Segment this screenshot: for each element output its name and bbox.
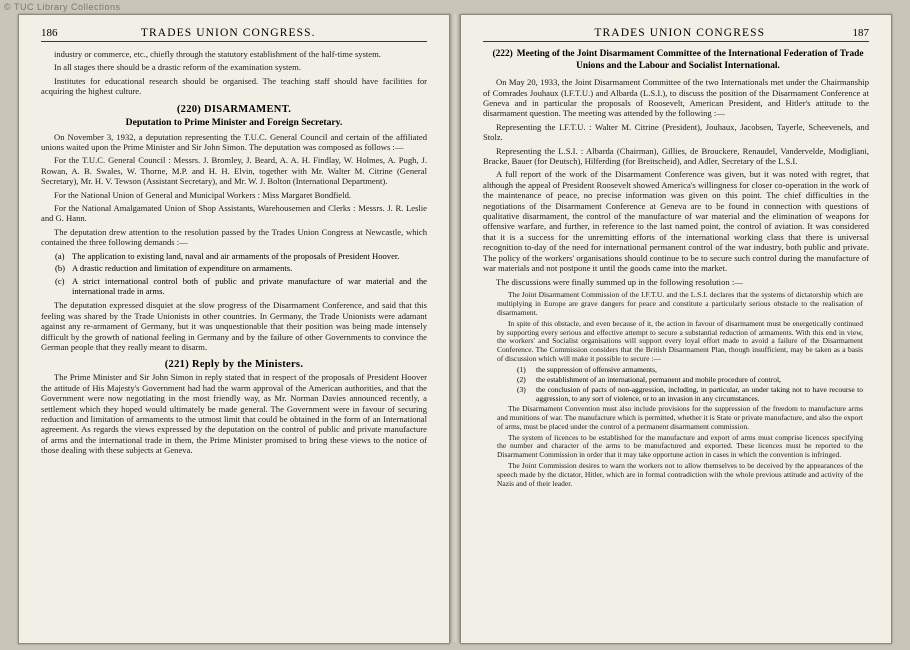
left-running-head (41, 27, 427, 39)
resolution-quote (483, 291, 869, 489)
section-222-number: (222) (492, 49, 513, 59)
resolution-item (497, 386, 863, 404)
list-marker: (a) (55, 250, 65, 261)
paragraph: The deputation drew attention to the resolution passed by the Trades Union Congress at Newcastle, which contained the three following demands :— (41, 226, 427, 248)
delegation-naus: For the National Amalgamated Union of Shop Assistants, Warehousemen and Clerks : Messrs. J. R. Leslie and G. Hann. (41, 203, 427, 224)
paragraph: The deputation expressed disquiet at the slow progress of the Disarmament Conference, and said that this feeling was shared by the Trade Unionists in other countries. In Germany, the Trade Unionists were adamant against any re-armament of Germany, but it was unquestionable that their position was being made intensely difficult by the growth of national feeling in Germany and by the failure of other Governments to convince the German people that they really meant to disarm. (41, 300, 427, 352)
list-text: the conclusion of pacts of non-aggression, including, in particular, an under taking not to have recourse to aggression, to any sort of violence, or to an invasion in any circumstances. (536, 384, 863, 403)
paragraph: On May 20, 1933, the Joint Disarmament Committee of the two Internationals met under the Chairmanship of Comrades Jouhaux (I.F.T.U.) and Albarda (L.S.I.), to discuss the position of the Disarmament Conference at Geneva and in particular the proposals of Roosevelt, American President, and Hitler's attitude to the disarmament question. The meeting was attended by the following :— (483, 77, 869, 119)
resolution-paragraph: The Disarmament Convention must also include provisions for the suppression of the freedom to manufacture arms and munitions of war. The manufacture which is permitted, whether it is State or private manufacture, and also the export of arms, must be placed under the control of a permanent disarmament commission. (497, 403, 863, 431)
section-220-title: DISARMAMENT. (204, 103, 292, 115)
resolution-item (497, 366, 863, 375)
list-marker: (b) (55, 263, 66, 274)
right-page (460, 14, 892, 644)
section-220-subtitle: Deputation to Prime Minister and Foreign Secretary. (125, 116, 343, 128)
list-text: A drastic reduction and limitation of expenditure on armaments. (72, 263, 293, 274)
list-text: The application to existing land, naval and air armaments of the proposals of President Hoover. (72, 250, 400, 261)
list-text: A strict international control both of public and private manufacture of war material and the international trade in arms. (72, 275, 427, 296)
paragraph: The Prime Minister and Sir John Simon in reply stated that in respect of the proposals of President Hoover the attitude of His Majesty's Government had had the warm approval of the American authorities, and that the Government were now negotiating in the most friendly way, as Mr. Norman Davies announced recently, a settlement which they hoped would ultimately be made general. The Government were in favour of securing reduction and limitation of armaments to the utmost limit that could be obtained in the form of an International agreement. As regards the views expressed by the deputation on the control of public and private manufacture of arms and the international trade in them, the Prime Minister promised to bring these views to the notice of those dealing with these subjects at Geneva. (41, 372, 427, 456)
representation-lsi: Representing the L.S.I. : Albarda (Chairman), Gillies, de Brouckere, Renaudel, Vandervelde, Modigliani, Bracke, Bauer (for Deutsch), Hilferding (for Breitscheid), and Adler, Secretary of the L.S.I. (483, 145, 869, 167)
resolution-item (497, 376, 863, 385)
paragraph: Institutes for educational research should be organised. The teaching staff should have facilities for acquiring the highest culture. (41, 75, 427, 97)
right-head-rule (483, 41, 869, 42)
paragraph: On November 3, 1932, a deputation representing the T.U.C. General Council and certain of the affiliated unions waited upon the Prime Minister and Sir John Simon. The deputation was composed as follows :— (41, 131, 427, 153)
paragraph: A full report of the work of the Disarmament Conference was given, but it was noted with regret, that although the appeal of President Roosevelt showed America's willingness for closer co-operation in the work of the maintenance of peace, no precise information was given on this point. The chief difficulties in the negotiations of the Disarmament Conference at Geneva are to be found in connection with questions of qualitative disarmament, the control of the manufacture of war material and the elimination of weapons for offensive warfare, and further, in reference to the last named point, the control of aviation. It was considered that it is a success for the unremitting efforts of the international working class that there is universal recognition to-day of the need for international permanent control of the war industry, both public and private. The policy of the workers' organisations should continue to be to secure such control during the manufacture of war materials and not postpone it until the goods came into the market. (483, 169, 869, 274)
section-221-number: (221) (164, 359, 189, 371)
resolution-paragraph: The Joint Disarmament Commission of the I.F.T.U. and the L.S.I. declares that the systems of dictatorship which are multiplying in Europe are grave dangers for peace and constitute a particularly serious obstacle to the realisation of disarmament. (497, 289, 863, 317)
list-marker: (1) (517, 365, 526, 375)
section-220-heading (41, 104, 427, 115)
resolution-paragraph: In spite of this obstacle, and even because of it, the action in favour of disarmament must be energetically continued by supporting every serious and effective attempt to secure a substantial reduction of armaments. With this end in view, the workers' and Socialist organisations will support every loyal effort made to avoid a failure of the Disarmament Conference. The Commission considers that the British Disarmament Plan, though insufficient, may be taken as a basis of discussion which will make it possible to secure :— (497, 318, 863, 364)
paragraph: In all stages there should be a drastic reform of the examination system. (54, 62, 301, 73)
delegation-tuc: For the T.U.C. General Council : Messrs. J. Bromley, J. Beard, A. A. H. Findlay, W. Holmes, A. Pugh, J. Rowan, A. B. Swales, W. Thorne, M.P. and H. H. Elvin, together with Mr. Walter M. Citrine (General Secretary), Mr. H. V. Tewson (Assistant Secretary), and Mr. W. J. Bolton (International Department). (41, 155, 427, 187)
list-item (41, 263, 427, 273)
left-running-title: TRADES UNION CONGRESS. (140, 27, 316, 39)
section-221-heading (41, 359, 427, 370)
right-page-number: 187 (852, 27, 869, 39)
list-item (41, 251, 427, 261)
resolution-paragraph: The Joint Commission desires to warn the workers not to allow themselves to be deceived by the appearances of the speech made by the dictator, Hitler, which are in formal contradiction with the whole previous attitude and activity of the Nazis and of their leader. (497, 461, 863, 489)
right-running-title: TRADES UNION CONGRESS (594, 27, 766, 39)
section-222-heading (483, 49, 869, 72)
delegation-nugmw: For the National Union of General and Municipal Workers : Miss Margaret Bondfield. (54, 189, 352, 200)
list-marker: (2) (517, 375, 526, 385)
section-222-title: Meeting of the Joint Disarmament Committee of the International Federation of Trade Unions and the Labour and Socialist International. (516, 49, 864, 71)
section-221-title: Reply by the Ministers. (191, 359, 304, 371)
paragraph: industry or commerce, etc., chiefly through the statutory establishment of the half-time system. (54, 49, 381, 59)
left-head-rule (41, 41, 427, 42)
list-marker: (3) (517, 384, 526, 394)
representation-iftu: Representing the I.F.T.U. : Walter M. Citrine (President), Jouhaux, Jacobsen, Tayerle, Scheevenels, and Stolz. (483, 121, 869, 143)
section-220-number: (220) (176, 103, 202, 115)
list-marker: (c) (55, 275, 65, 286)
book-gutter (450, 14, 460, 642)
book-spread (18, 14, 892, 642)
list-item (41, 276, 427, 297)
list-text: the establishment of an international, permanent and mobile procedure of control, (536, 375, 781, 385)
left-page-number: 186 (41, 27, 58, 39)
right-running-head (483, 27, 869, 39)
left-page (18, 14, 450, 644)
list-text: the suppression of offensive armaments, (536, 365, 657, 375)
resolution-paragraph: The system of licences to be established for the manufacture and export of arms must comprise licences specifying the number and character of the arms to be manufactured and exported. These licences must be reported to the Disarmament Commission in order that it may take opportune action in cases in which the convention is infringed. (497, 432, 863, 460)
paragraph: The discussions were finally summed up in the following resolution :— (496, 276, 743, 287)
watermark-label: © TUC Library Collections (4, 2, 121, 12)
